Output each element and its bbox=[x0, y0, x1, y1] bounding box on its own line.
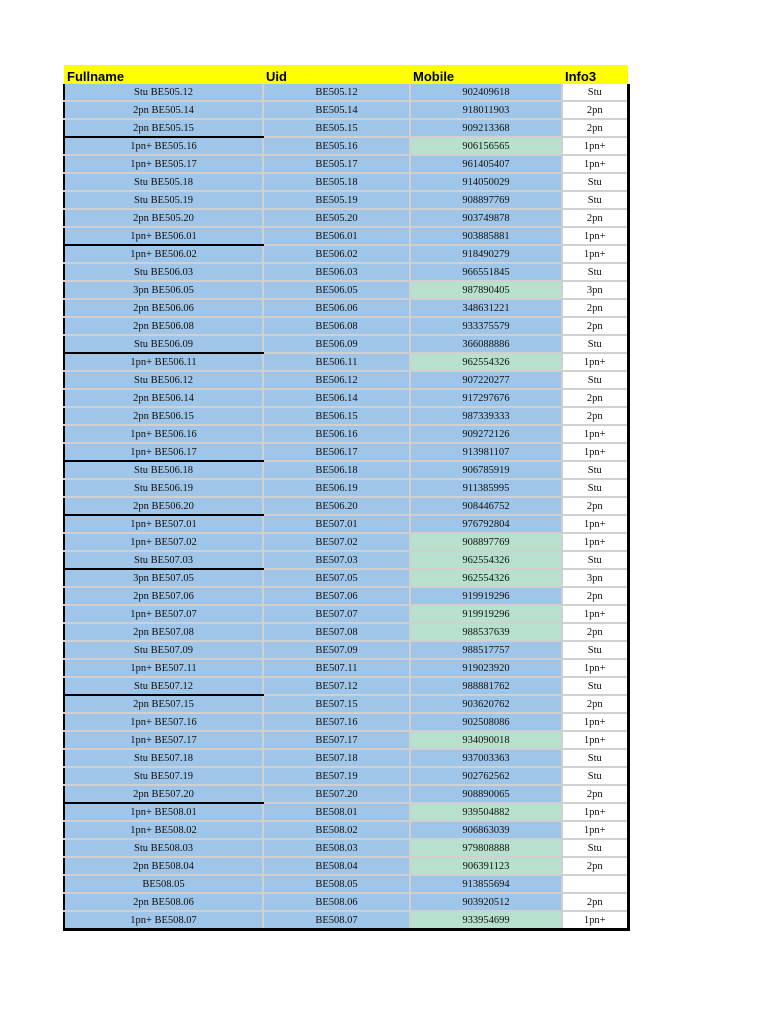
cell-uid[interactable]: BE506.06 bbox=[263, 299, 410, 317]
table-row bbox=[64, 677, 628, 695]
cell-fullname[interactable]: 1pn+ BE506.01 bbox=[64, 227, 263, 245]
cell-mobile[interactable]: 906785919 bbox=[410, 461, 562, 479]
cell-mobile[interactable]: 906156565 bbox=[410, 137, 562, 155]
table-row bbox=[64, 641, 628, 659]
cell-uid[interactable]: BE506.16 bbox=[263, 425, 410, 443]
cell-info3[interactable]: 2pn bbox=[562, 101, 628, 119]
cell-info3[interactable]: Stu bbox=[562, 767, 628, 785]
cell-uid[interactable]: BE506.02 bbox=[263, 245, 410, 263]
cell-uid[interactable]: BE505.14 bbox=[263, 101, 410, 119]
cell-fullname[interactable]: Stu BE505.19 bbox=[64, 191, 263, 209]
cell-mobile[interactable]: 903920512 bbox=[410, 893, 562, 911]
cell-mobile[interactable]: 914050029 bbox=[410, 173, 562, 191]
cell-fullname[interactable]: 1pn+ BE506.11 bbox=[64, 353, 263, 371]
cell-info3[interactable]: Stu bbox=[562, 641, 628, 659]
cell-fullname[interactable]: Stu BE507.19 bbox=[64, 767, 263, 785]
cell-mobile[interactable]: 908897769 bbox=[410, 533, 562, 551]
table-row bbox=[64, 101, 628, 119]
cell-fullname[interactable]: Stu BE508.03 bbox=[64, 839, 263, 857]
cell-uid[interactable]: BE505.16 bbox=[263, 137, 410, 155]
cell-info3[interactable]: 1pn+ bbox=[562, 803, 628, 821]
cell-fullname[interactable]: 2pn BE506.06 bbox=[64, 299, 263, 317]
cell-fullname[interactable]: 2pn BE506.15 bbox=[64, 407, 263, 425]
cell-mobile[interactable]: 913855694 bbox=[410, 875, 562, 893]
cell-mobile[interactable]: 909272126 bbox=[410, 425, 562, 443]
cell-mobile[interactable]: 987339333 bbox=[410, 407, 562, 425]
cell-mobile[interactable]: 962554326 bbox=[410, 551, 562, 569]
table-row bbox=[64, 875, 628, 893]
cell-fullname[interactable]: BE508.05 bbox=[64, 875, 263, 893]
cell-fullname[interactable]: 2pn BE505.14 bbox=[64, 101, 263, 119]
table-row bbox=[64, 623, 628, 641]
cell-mobile[interactable]: 933954699 bbox=[410, 911, 562, 930]
table-row bbox=[64, 713, 628, 731]
cell-uid[interactable]: BE508.04 bbox=[263, 857, 410, 875]
cell-uid[interactable]: BE507.03 bbox=[263, 551, 410, 569]
cell-mobile[interactable]: 908890065 bbox=[410, 785, 562, 803]
table-row bbox=[64, 281, 628, 299]
cell-fullname[interactable]: 1pn+ BE507.07 bbox=[64, 605, 263, 623]
cell-fullname[interactable]: 1pn+ BE507.01 bbox=[64, 515, 263, 533]
cell-fullname[interactable]: 2pn BE505.15 bbox=[64, 119, 263, 137]
table-row bbox=[64, 371, 628, 389]
cell-info3[interactable]: 2pn bbox=[562, 623, 628, 641]
cell-info3[interactable]: 1pn+ bbox=[562, 515, 628, 533]
table-row bbox=[64, 191, 628, 209]
cell-info3[interactable]: Stu bbox=[562, 479, 628, 497]
cell-uid[interactable]: BE506.11 bbox=[263, 353, 410, 371]
cell-mobile[interactable]: 937003363 bbox=[410, 749, 562, 767]
cell-fullname[interactable]: Stu BE507.12 bbox=[64, 677, 263, 695]
cell-mobile[interactable]: 919919296 bbox=[410, 587, 562, 605]
cell-mobile[interactable]: 917297676 bbox=[410, 389, 562, 407]
cell-uid[interactable]: BE506.12 bbox=[263, 371, 410, 389]
cell-uid[interactable]: BE507.06 bbox=[263, 587, 410, 605]
cell-uid[interactable]: BE505.20 bbox=[263, 209, 410, 227]
cell-info3[interactable]: 1pn+ bbox=[562, 353, 628, 371]
table-row bbox=[64, 263, 628, 281]
cell-fullname[interactable]: Stu BE505.18 bbox=[64, 173, 263, 191]
cell-uid[interactable]: BE506.14 bbox=[263, 389, 410, 407]
header-fullname[interactable]: Fullname bbox=[64, 65, 263, 84]
header-row bbox=[64, 65, 628, 84]
cell-info3[interactable]: 1pn+ bbox=[562, 821, 628, 839]
table-row bbox=[64, 317, 628, 335]
cell-fullname[interactable]: 1pn+ BE506.16 bbox=[64, 425, 263, 443]
cell-mobile[interactable]: 907220277 bbox=[410, 371, 562, 389]
table-row bbox=[64, 533, 628, 551]
cell-fullname[interactable]: 1pn+ BE508.02 bbox=[64, 821, 263, 839]
cell-fullname[interactable]: 2pn BE507.06 bbox=[64, 587, 263, 605]
cell-info3[interactable]: Stu bbox=[562, 263, 628, 281]
cell-uid[interactable]: BE506.18 bbox=[263, 461, 410, 479]
cell-info3[interactable]: 1pn+ bbox=[562, 227, 628, 245]
header-mobile[interactable]: Mobile bbox=[410, 65, 562, 84]
cell-mobile[interactable]: 979808888 bbox=[410, 839, 562, 857]
table-row bbox=[64, 155, 628, 173]
cell-fullname[interactable]: 1pn+ BE506.17 bbox=[64, 443, 263, 461]
cell-fullname[interactable]: Stu BE506.19 bbox=[64, 479, 263, 497]
table-row bbox=[64, 605, 628, 623]
cell-mobile[interactable]: 902762562 bbox=[410, 767, 562, 785]
table-body bbox=[64, 84, 628, 930]
cell-uid[interactable]: BE505.12 bbox=[263, 84, 410, 101]
cell-mobile[interactable]: 903885881 bbox=[410, 227, 562, 245]
cell-mobile[interactable]: 987890405 bbox=[410, 281, 562, 299]
cell-uid[interactable]: BE507.19 bbox=[263, 767, 410, 785]
table-row bbox=[64, 299, 628, 317]
cell-mobile[interactable]: 913981107 bbox=[410, 443, 562, 461]
cell-uid[interactable]: BE507.08 bbox=[263, 623, 410, 641]
cell-fullname[interactable]: Stu BE506.18 bbox=[64, 461, 263, 479]
cell-uid[interactable]: BE507.02 bbox=[263, 533, 410, 551]
cell-fullname[interactable]: 2pn BE507.08 bbox=[64, 623, 263, 641]
cell-uid[interactable]: BE508.02 bbox=[263, 821, 410, 839]
table-row bbox=[64, 821, 628, 839]
cell-info3[interactable]: 2pn bbox=[562, 857, 628, 875]
cell-info3[interactable]: 1pn+ bbox=[562, 533, 628, 551]
cell-mobile[interactable]: 902409618 bbox=[410, 84, 562, 101]
table-row bbox=[64, 731, 628, 749]
cell-info3[interactable]: 2pn bbox=[562, 389, 628, 407]
cell-mobile[interactable]: 903749878 bbox=[410, 209, 562, 227]
cell-info3[interactable]: 1pn+ bbox=[562, 713, 628, 731]
cell-info3[interactable]: 2pn bbox=[562, 299, 628, 317]
cell-mobile[interactable]: 366088886 bbox=[410, 335, 562, 353]
cell-info3[interactable]: Stu bbox=[562, 677, 628, 695]
cell-info3[interactable]: 1pn+ bbox=[562, 731, 628, 749]
table-row bbox=[64, 227, 628, 245]
cell-mobile[interactable]: 939504882 bbox=[410, 803, 562, 821]
table-row bbox=[64, 173, 628, 191]
cell-fullname[interactable]: 1pn+ BE507.16 bbox=[64, 713, 263, 731]
cell-info3[interactable]: 1pn+ bbox=[562, 659, 628, 677]
cell-uid[interactable]: BE507.11 bbox=[263, 659, 410, 677]
table-row bbox=[64, 84, 628, 101]
cell-mobile[interactable]: 903620762 bbox=[410, 695, 562, 713]
table-row bbox=[64, 209, 628, 227]
cell-uid[interactable]: BE507.12 bbox=[263, 677, 410, 695]
cell-mobile[interactable]: 962554326 bbox=[410, 353, 562, 371]
cell-uid[interactable]: BE505.19 bbox=[263, 191, 410, 209]
table-row bbox=[64, 335, 628, 353]
cell-mobile[interactable]: 918011903 bbox=[410, 101, 562, 119]
cell-uid[interactable]: BE506.17 bbox=[263, 443, 410, 461]
cell-uid[interactable]: BE507.20 bbox=[263, 785, 410, 803]
cell-mobile[interactable]: 919919296 bbox=[410, 605, 562, 623]
cell-fullname[interactable]: 2pn BE505.20 bbox=[64, 209, 263, 227]
cell-mobile[interactable]: 911385995 bbox=[410, 479, 562, 497]
cell-fullname[interactable]: 2pn BE506.14 bbox=[64, 389, 263, 407]
cell-uid[interactable]: BE508.05 bbox=[263, 875, 410, 893]
cell-info3[interactable]: 2pn bbox=[562, 893, 628, 911]
cell-mobile[interactable]: 988517757 bbox=[410, 641, 562, 659]
cell-uid[interactable]: BE507.05 bbox=[263, 569, 410, 587]
table-row bbox=[64, 479, 628, 497]
cell-fullname[interactable]: 3pn BE506.05 bbox=[64, 281, 263, 299]
cell-mobile[interactable]: 962554326 bbox=[410, 569, 562, 587]
cell-uid[interactable]: BE508.03 bbox=[263, 839, 410, 857]
table-row bbox=[64, 695, 628, 713]
cell-info3[interactable]: 2pn bbox=[562, 695, 628, 713]
cell-info3[interactable]: 1pn+ bbox=[562, 155, 628, 173]
cell-mobile[interactable]: 919023920 bbox=[410, 659, 562, 677]
table-row bbox=[64, 119, 628, 137]
cell-fullname[interactable]: 2pn BE506.20 bbox=[64, 497, 263, 515]
cell-uid[interactable]: BE505.18 bbox=[263, 173, 410, 191]
cell-uid[interactable]: BE506.15 bbox=[263, 407, 410, 425]
header-uid[interactable]: Uid bbox=[263, 65, 410, 84]
cell-info3[interactable]: 2pn bbox=[562, 317, 628, 335]
cell-fullname[interactable]: Stu BE506.09 bbox=[64, 335, 263, 353]
cell-fullname[interactable]: 1pn+ BE506.02 bbox=[64, 245, 263, 263]
cell-uid[interactable]: BE507.16 bbox=[263, 713, 410, 731]
cell-info3[interactable]: 1pn+ bbox=[562, 425, 628, 443]
cell-fullname[interactable]: Stu BE506.03 bbox=[64, 263, 263, 281]
cell-uid[interactable]: BE505.15 bbox=[263, 119, 410, 137]
spreadsheet-table bbox=[63, 65, 630, 931]
table-row bbox=[64, 353, 628, 371]
cell-mobile[interactable]: 933375579 bbox=[410, 317, 562, 335]
cell-info3[interactable]: Stu bbox=[562, 551, 628, 569]
cell-info3[interactable]: 1pn+ bbox=[562, 911, 628, 930]
cell-uid[interactable]: BE507.15 bbox=[263, 695, 410, 713]
table-row bbox=[64, 587, 628, 605]
cell-mobile[interactable]: 909213368 bbox=[410, 119, 562, 137]
cell-mobile[interactable]: 976792804 bbox=[410, 515, 562, 533]
table-row bbox=[64, 659, 628, 677]
cell-fullname[interactable]: 2pn BE506.08 bbox=[64, 317, 263, 335]
table-row bbox=[64, 839, 628, 857]
cell-uid[interactable]: BE506.05 bbox=[263, 281, 410, 299]
cell-fullname[interactable]: 1pn+ BE508.07 bbox=[64, 911, 263, 930]
cell-uid[interactable]: BE506.20 bbox=[263, 497, 410, 515]
cell-fullname[interactable]: 3pn BE507.05 bbox=[64, 569, 263, 587]
cell-uid[interactable]: BE506.01 bbox=[263, 227, 410, 245]
cell-fullname[interactable]: 1pn+ BE507.02 bbox=[64, 533, 263, 551]
table-row bbox=[64, 425, 628, 443]
cell-fullname[interactable]: 1pn+ BE505.16 bbox=[64, 137, 263, 155]
table-row bbox=[64, 551, 628, 569]
cell-mobile[interactable]: 918490279 bbox=[410, 245, 562, 263]
cell-mobile[interactable]: 906391123 bbox=[410, 857, 562, 875]
cell-mobile[interactable]: 906863039 bbox=[410, 821, 562, 839]
cell-fullname[interactable]: 2pn BE508.04 bbox=[64, 857, 263, 875]
header-info3[interactable]: Info3 bbox=[562, 65, 628, 84]
cell-info3[interactable]: 2pn bbox=[562, 785, 628, 803]
cell-uid[interactable]: BE506.09 bbox=[263, 335, 410, 353]
cell-info3[interactable]: 3pn bbox=[562, 281, 628, 299]
cell-info3[interactable]: 2pn bbox=[562, 407, 628, 425]
cell-uid[interactable]: BE507.01 bbox=[263, 515, 410, 533]
table-row bbox=[64, 749, 628, 767]
cell-fullname[interactable]: Stu BE506.12 bbox=[64, 371, 263, 389]
cell-mobile[interactable]: 934090018 bbox=[410, 731, 562, 749]
cell-uid[interactable]: BE508.06 bbox=[263, 893, 410, 911]
table-row bbox=[64, 443, 628, 461]
table-row bbox=[64, 515, 628, 533]
cell-info3[interactable]: 1pn+ bbox=[562, 245, 628, 263]
cell-mobile[interactable]: 966551845 bbox=[410, 263, 562, 281]
table-row bbox=[64, 389, 628, 407]
cell-mobile[interactable]: 902508086 bbox=[410, 713, 562, 731]
cell-mobile[interactable]: 908897769 bbox=[410, 191, 562, 209]
cell-fullname[interactable]: Stu BE507.03 bbox=[64, 551, 263, 569]
table-row bbox=[64, 785, 628, 803]
cell-fullname[interactable]: 2pn BE507.20 bbox=[64, 785, 263, 803]
cell-fullname[interactable]: 2pn BE508.06 bbox=[64, 893, 263, 911]
cell-info3[interactable]: Stu bbox=[562, 839, 628, 857]
cell-uid[interactable]: BE506.03 bbox=[263, 263, 410, 281]
table-row bbox=[64, 497, 628, 515]
cell-info3[interactable]: 1pn+ bbox=[562, 605, 628, 623]
table-row bbox=[64, 803, 628, 821]
table-row bbox=[64, 767, 628, 785]
table-row bbox=[64, 911, 628, 930]
cell-info3[interactable]: 1pn+ bbox=[562, 443, 628, 461]
table-row bbox=[64, 857, 628, 875]
cell-info3[interactable]: 1pn+ bbox=[562, 137, 628, 155]
cell-info3[interactable]: Stu bbox=[562, 173, 628, 191]
cell-info3[interactable] bbox=[562, 875, 628, 893]
cell-info3[interactable]: Stu bbox=[562, 84, 628, 101]
cell-info3[interactable]: 2pn bbox=[562, 497, 628, 515]
cell-uid[interactable]: BE506.08 bbox=[263, 317, 410, 335]
table-row bbox=[64, 407, 628, 425]
cell-fullname[interactable]: 1pn+ BE507.11 bbox=[64, 659, 263, 677]
cell-uid[interactable]: BE507.18 bbox=[263, 749, 410, 767]
cell-fullname[interactable]: 1pn+ BE508.01 bbox=[64, 803, 263, 821]
cell-fullname[interactable]: Stu BE507.18 bbox=[64, 749, 263, 767]
cell-fullname[interactable]: 2pn BE507.15 bbox=[64, 695, 263, 713]
cell-uid[interactable]: BE507.07 bbox=[263, 605, 410, 623]
table-row bbox=[64, 569, 628, 587]
cell-info3[interactable]: 2pn bbox=[562, 119, 628, 137]
cell-info3[interactable]: 2pn bbox=[562, 209, 628, 227]
cell-mobile[interactable]: 908446752 bbox=[410, 497, 562, 515]
cell-mobile[interactable]: 961405407 bbox=[410, 155, 562, 173]
cell-uid[interactable]: BE506.19 bbox=[263, 479, 410, 497]
cell-fullname[interactable]: Stu BE507.09 bbox=[64, 641, 263, 659]
cell-mobile[interactable]: 988537639 bbox=[410, 623, 562, 641]
cell-uid[interactable]: BE508.07 bbox=[263, 911, 410, 930]
table-row bbox=[64, 245, 628, 263]
cell-mobile[interactable]: 348631221 bbox=[410, 299, 562, 317]
cell-uid[interactable]: BE505.17 bbox=[263, 155, 410, 173]
cell-info3[interactable]: Stu bbox=[562, 461, 628, 479]
table-row bbox=[64, 893, 628, 911]
cell-uid[interactable]: BE508.01 bbox=[263, 803, 410, 821]
cell-info3[interactable]: 3pn bbox=[562, 569, 628, 587]
cell-fullname[interactable]: 1pn+ BE507.17 bbox=[64, 731, 263, 749]
cell-fullname[interactable]: 1pn+ BE505.17 bbox=[64, 155, 263, 173]
cell-info3[interactable]: Stu bbox=[562, 371, 628, 389]
cell-info3[interactable]: 2pn bbox=[562, 587, 628, 605]
cell-uid[interactable]: BE507.09 bbox=[263, 641, 410, 659]
cell-info3[interactable]: Stu bbox=[562, 749, 628, 767]
cell-info3[interactable]: Stu bbox=[562, 335, 628, 353]
cell-fullname[interactable]: Stu BE505.12 bbox=[64, 84, 263, 101]
table-row bbox=[64, 461, 628, 479]
cell-mobile[interactable]: 988881762 bbox=[410, 677, 562, 695]
table-row bbox=[64, 137, 628, 155]
cell-uid[interactable]: BE507.17 bbox=[263, 731, 410, 749]
cell-info3[interactable]: Stu bbox=[562, 191, 628, 209]
